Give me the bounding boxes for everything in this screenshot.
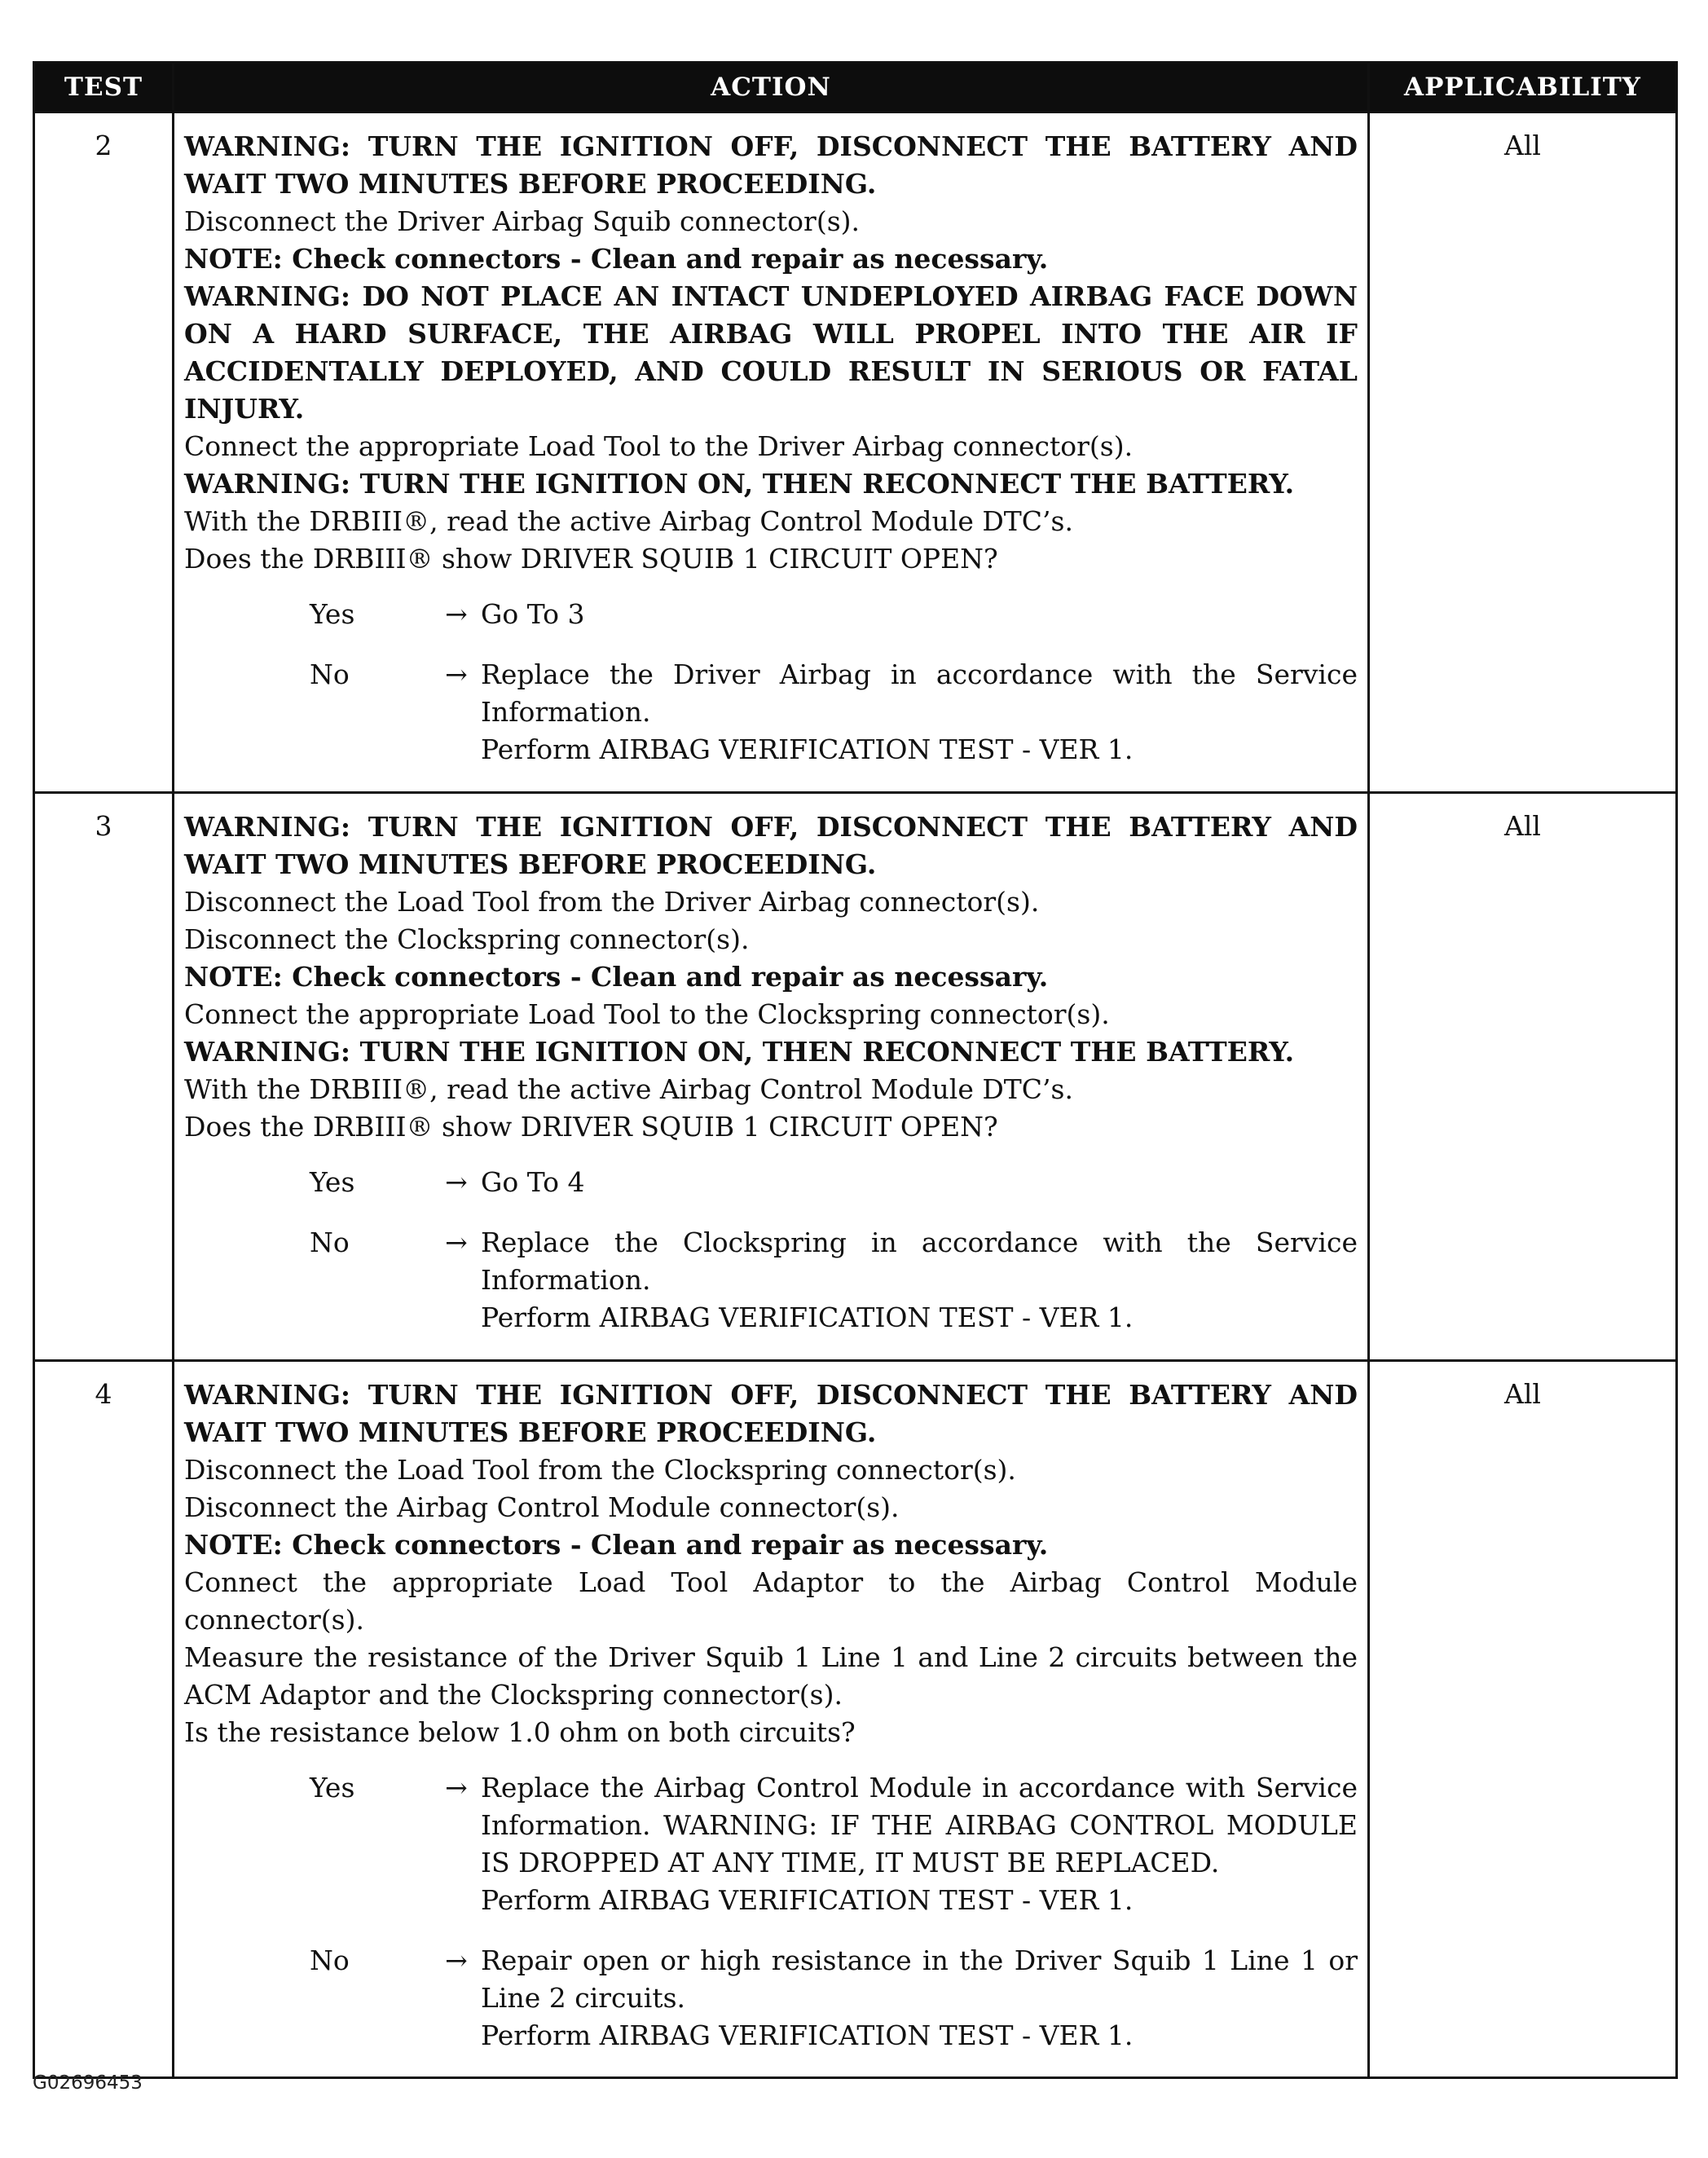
warning-text: WARNING: TURN THE IGNITION ON, THEN RECONNECT THE BATTERY. <box>184 1036 1295 1068</box>
arrow-right-icon: → <box>445 658 468 690</box>
instruction-text: Measure the resistance of the Driver Squib 1 Line 1 and Line 2 circuits between the ACM Adaptor and the Clockspring connector(s). <box>184 1641 1358 1711</box>
answer-line: Replace the Clockspring in accordance with the Service Information. <box>481 1227 1358 1296</box>
warning-text: WARNING: TURN THE IGNITION OFF, DISCONNECT THE BATTERY AND WAIT TWO MINUTES BEFORE PROCEEDING. <box>184 811 1358 880</box>
answer-list <box>184 1769 1358 2055</box>
instruction-text: Disconnect the Clockspring connector(s). <box>184 923 750 955</box>
header-test: TEST <box>34 63 174 112</box>
applicability: All <box>1369 793 1677 1361</box>
answer-line: Replace the Driver Airbag in accordance with the Service Information. <box>481 658 1358 728</box>
answer-line: Go To 3 <box>481 598 585 630</box>
instruction-text: Is the resistance below 1.0 ohm on both circuits? <box>184 1716 856 1748</box>
answer-line: Perform AIRBAG VERIFICATION TEST - VER 1. <box>481 733 1134 765</box>
header-applicability: APPLICABILITY <box>1369 63 1677 112</box>
answer-text <box>481 596 1358 633</box>
warning-text: WARNING: TURN THE IGNITION OFF, DISCONNECT THE BATTERY AND WAIT TWO MINUTES BEFORE PROCEEDING. <box>184 130 1358 200</box>
warning-text: WARNING: TURN THE IGNITION ON, THEN RECONNECT THE BATTERY. <box>184 468 1295 500</box>
answer-line: Perform AIRBAG VERIFICATION TEST - VER 1. <box>481 2019 1134 2051</box>
instruction-text: Disconnect the Airbag Control Module connector(s). <box>184 1491 900 1523</box>
answer-no <box>184 1224 1358 1337</box>
instruction-text: Does the DRBIII® show DRIVER SQUIB 1 CIRCUIT OPEN? <box>184 543 998 575</box>
warning-text: WARNING: DO NOT PLACE AN INTACT UNDEPLOYED AIRBAG FACE DOWN ON A HARD SURFACE, THE AIRBAG WILL PROPEL INTO THE AIR IF ACCIDENTALLY DEPLOYED, AND COULD RESULT IN SERIOUS OR FATAL INJURY. <box>184 280 1358 425</box>
warning-text: WARNING: TURN THE IGNITION OFF, DISCONNECT THE BATTERY AND WAIT TWO MINUTES BEFORE PROCEEDING. <box>184 1379 1358 1448</box>
answer-yes <box>184 596 1358 633</box>
answer-text <box>481 656 1358 769</box>
warning-text: NOTE: Check connectors - Clean and repair as necessary. <box>184 1529 1049 1561</box>
instruction-text: Disconnect the Load Tool from the Driver Airbag connector(s). <box>184 886 1040 918</box>
answer-line: Perform AIRBAG VERIFICATION TEST - VER 1. <box>481 1884 1134 1916</box>
warning-text: NOTE: Check connectors - Clean and repair as necessary. <box>184 243 1049 275</box>
instruction-text: Disconnect the Driver Airbag Squib connector(s). <box>184 205 860 237</box>
answer-line: Replace the Airbag Control Module in accordance with Service Information. WARNING: IF THE AIRBAG CONTROL MODULE IS DROPPED AT ANY TIME, IT MUST BE REPLACED. <box>481 1772 1358 1878</box>
answer-line: Perform AIRBAG VERIFICATION TEST - VER 1. <box>481 1301 1134 1333</box>
instruction-text: Connect the appropriate Load Tool to the Clockspring connector(s). <box>184 998 1110 1030</box>
table-row <box>34 1361 1677 2078</box>
test-number: 4 <box>34 1361 174 2078</box>
instruction-text: Connect the appropriate Load Tool to the Driver Airbag connector(s). <box>184 430 1134 462</box>
figure-id: G02696453 <box>33 2072 143 2094</box>
answer-text <box>481 1164 1358 1201</box>
answer-no <box>184 1942 1358 2055</box>
table-row <box>34 112 1677 793</box>
table-body <box>34 112 1677 2078</box>
instruction-text: Connect the appropriate Load Tool Adaptor to the Airbag Control Module connector(s). <box>184 1566 1358 1636</box>
answer-label: Yes <box>310 1772 355 1803</box>
action-cell <box>174 1361 1369 2078</box>
diagnostic-test-table <box>33 61 1678 2079</box>
answer-label: Yes <box>310 1166 355 1198</box>
answer-yes <box>184 1769 1358 1919</box>
action-cell <box>174 793 1369 1361</box>
answer-label: No <box>310 1944 350 1976</box>
answer-label: No <box>310 658 350 690</box>
answer-text <box>481 1769 1358 1919</box>
arrow-right-icon: → <box>445 1944 468 1976</box>
instruction-text: With the DRBIII®, read the active Airbag Control Module DTC’s. <box>184 505 1073 537</box>
arrow-right-icon: → <box>445 598 468 630</box>
instruction-text: Disconnect the Load Tool from the Clockspring connector(s). <box>184 1454 1016 1486</box>
answer-list <box>184 1164 1358 1337</box>
test-number: 2 <box>34 112 174 793</box>
arrow-right-icon: → <box>445 1227 468 1258</box>
instruction-text: With the DRBIII®, read the active Airbag Control Module DTC’s. <box>184 1073 1073 1105</box>
table-header-row <box>34 63 1677 112</box>
arrow-right-icon: → <box>445 1772 468 1803</box>
arrow-right-icon: → <box>445 1166 468 1198</box>
answer-no <box>184 656 1358 769</box>
answer-label: Yes <box>310 598 355 630</box>
answer-line: Repair open or high resistance in the Driver Squib 1 Line 1 or Line 2 circuits. <box>481 1944 1358 2014</box>
header-action: ACTION <box>174 63 1369 112</box>
answer-text <box>481 1224 1358 1337</box>
applicability: All <box>1369 112 1677 793</box>
answer-yes <box>184 1164 1358 1201</box>
answer-label: No <box>310 1227 350 1258</box>
answer-list <box>184 596 1358 769</box>
instruction-text: Does the DRBIII® show DRIVER SQUIB 1 CIRCUIT OPEN? <box>184 1111 998 1143</box>
table-row <box>34 793 1677 1361</box>
answer-line: Go To 4 <box>481 1166 585 1198</box>
action-cell <box>174 112 1369 793</box>
test-number: 3 <box>34 793 174 1361</box>
answer-text <box>481 1942 1358 2055</box>
applicability: All <box>1369 1361 1677 2078</box>
warning-text: NOTE: Check connectors - Clean and repair as necessary. <box>184 961 1049 993</box>
